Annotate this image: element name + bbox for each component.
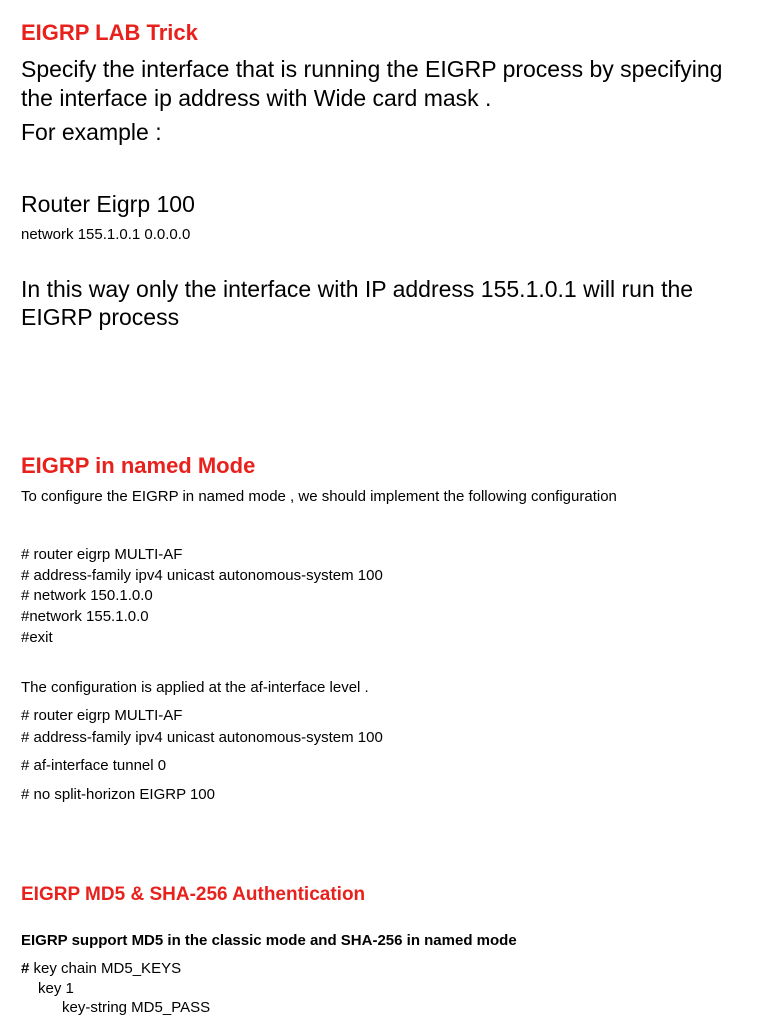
named-mode-intro: To configure the EIGRP in named mode , we should implement the following configuration [21,488,617,505]
section-heading-named-mode: EIGRP in named Mode [21,453,256,478]
authentication-intro: EIGRP support MD5 in the classic mode and SHA-256 in named mode [21,932,517,949]
config-line: # router eigrp MULTI-AF [21,707,183,724]
af-interface-command: # af-interface tunnel 0 [21,757,167,774]
key-string-command: key-string MD5_PASS [62,999,211,1016]
network-command: network 155.1.0.1 0.0.0.0 [21,226,191,243]
config-line: #exit [21,629,53,646]
router-command: Router Eigrp 100 [21,191,195,217]
split-horizon-command: # no split-horizon EIGRP 100 [21,786,215,803]
key-command: key 1 [38,980,74,997]
config-line: # address-family ipv4 unicast autonomous-system 100 [21,567,383,584]
intro-line-2: the interface ip address with Wide card mask . [21,85,492,111]
config-line: # router eigrp MULTI-AF [21,546,183,563]
hash-prompt: # [21,960,30,977]
key-chain-command [21,960,181,978]
section-heading-authentication: EIGRP MD5 & SHA-256 Authentication [21,884,366,905]
key-chain-text: key chain MD5_KEYS [29,960,182,977]
result-line-2: EIGRP process [21,304,180,330]
config-line: # address-family ipv4 unicast autonomous-system 100 [21,729,383,746]
af-interface-note: The configuration is applied at the af-interface level . [21,679,369,696]
result-line-1: In this way only the interface with IP address 155.1.0.1 will run the [21,276,694,302]
intro-line-1: Specify the interface that is running the EIGRP process by specifying [21,56,723,82]
config-line: #network 155.1.0.0 [21,608,149,625]
section-heading-lab-trick: EIGRP LAB Trick [21,20,198,45]
config-line: # network 150.1.0.0 [21,587,153,604]
example-label: For example : [21,119,162,145]
